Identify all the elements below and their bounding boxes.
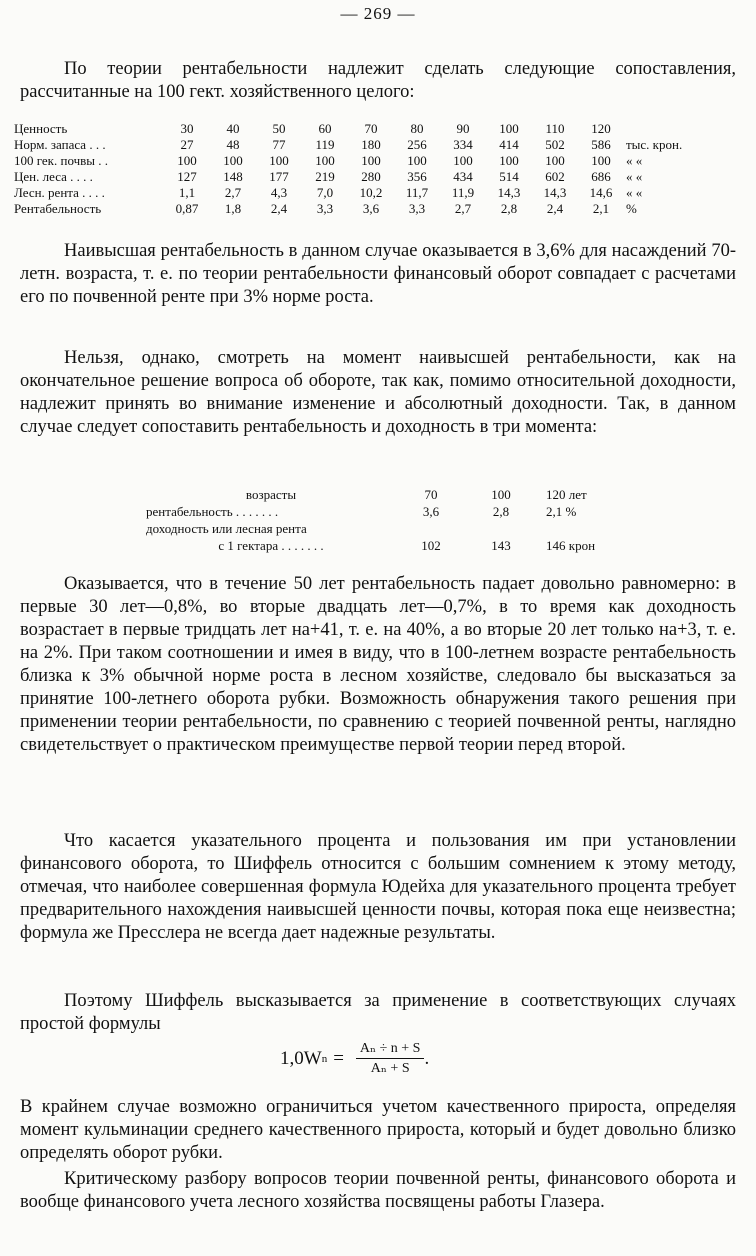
formula-denominator: Aₙ + S [370,1061,410,1076]
table-header-age: 70 [364,121,378,136]
table-cell: 7,0 [316,185,334,200]
paragraph-quality-increment: В крайнем случае возможно ограничиться учетом качественного прироста, определяя момент кульминации среднего качественного прироста, который и будет довольно близко определять оборот рубки. [20,1097,736,1163]
table-cell: 502 [545,137,565,152]
table-header-label: Ценность [14,121,68,136]
paragraph-highest-profitability: Наивысшая рентабельность в данном случае оказывается в 3,6% для насаждений 70-летн. возраста, т. е. по теории рентабельности финансовый оборот совпадает с расчетами его по почвенной ренте при 3% норме роста. [20,241,736,307]
table-cell: 11,9 [451,185,475,200]
table-cell: 602 [545,169,565,184]
table-header-age: 40 [226,121,240,136]
row-unit: « « [626,169,643,184]
table-header-row [146,486,646,503]
table-cell: 14,6 [589,185,613,200]
table-cell: 102 [421,537,441,553]
table-cell: 100 [361,153,381,168]
table-cell: 414 [499,137,519,152]
table-cell: 2,1 [592,201,610,216]
table-cell: 119 [315,137,335,152]
row-unit: « « [626,185,643,200]
table-row [14,201,706,217]
table-cell: 514 [499,169,519,184]
paragraph-absolute-yield: Нельзя, однако, смотреть на момент наивысшей рентабельности, как на окончательное решение вопроса об обороте, так как, помимо относительной доходности, надлежит принять во внимание изменение и абсолютный доходности. Так, в данном случае следует сопоставить рентабельность и доходность в три момента: [20,348,736,437]
table-cell: 177 [269,169,289,184]
table-cell: 4,3 [270,185,288,200]
table-row [14,185,706,201]
table-cell: 2,1 % [546,503,577,519]
table-cell: 0,87 [175,201,199,216]
table-header-age: 90 [456,121,470,136]
table-cell: 146 крон [546,537,596,553]
paragraph-formula-intro: Поэтому Шиффель высказывается за применение в соответствующих случаях простой формулы [20,991,736,1034]
table-cell: 127 [177,169,197,184]
table-header-age: 50 [272,121,286,136]
paragraph-glaser: Критическому разбору вопросов теории почвенной ренты, финансового оборота и вообще финансового учета лесного хозяйства посвящены работы Глазера. [20,1169,736,1212]
table-cell: 334 [453,137,473,152]
table-cell: 1,1 [178,185,196,200]
table-header-age: 60 [318,121,332,136]
table-cell: 11,7 [405,185,429,200]
row-unit: « « [626,153,643,168]
row-label: Рентабельность [14,201,102,216]
paragraph-indicator-percent: Что касается указательного процента и пользования им при установлении финансового оборота, то Шиффель относится с большим сомнением к этому методу, отмечая, что наиболее совершенная формула Юдейха для указательного процента требует предварительного нахождения наивысшей ценности почвы, которая пока еще неизвестна; формула же Пресслера не всегда дает надежные результаты. [20,831,736,943]
table-cell: 219 [315,169,335,184]
table-cell: 356 [407,169,427,184]
table-header-age: 120 [591,121,611,136]
table-cell: 2,8 [492,503,510,519]
table-cell: 180 [361,137,381,152]
table-cell: 586 [591,137,611,152]
formula-numerator: Aₙ ÷ n + S [356,1040,425,1059]
table-cell: 2,4 [270,201,288,216]
row-label: Норм. запаса . . . [14,137,106,152]
table-header-age: 110 [545,121,565,136]
table-cell: 1,8 [224,201,242,216]
table-row [146,503,646,520]
value-table [14,121,706,217]
table-cell: 100 [591,153,611,168]
table-cell: 2,8 [500,201,518,216]
formula-lhs-sup: n [321,1052,328,1065]
table-cell: 2,4 [546,201,564,216]
row-label: с 1 гектара . . . . . . . [218,537,324,553]
table-cell: 100 [545,153,565,168]
table-cell: 100 [499,153,519,168]
row-label: доходность или лесная рента [146,520,307,536]
table-cell: 100 [407,153,427,168]
row-label: Лесн. рента . . . . [14,185,105,200]
paragraph-intro: По теории рентабельности надлежит сделать следующие сопоставления, рассчитанные на 100 гект. хозяйственного целого: [20,59,736,102]
formula-fraction [356,1040,425,1077]
page-number: — 269 — [340,4,416,23]
table-cell: 100 [315,153,335,168]
table-cell: 100 [269,153,289,168]
table-header-age: 70 [424,486,438,502]
table-cell: 3,3 [408,201,426,216]
table-row [14,153,706,169]
table-header-age: 100 [491,486,511,502]
table-header-age: 80 [410,121,424,136]
table-cell: 77 [272,137,286,152]
table-header-age: 30 [180,121,194,136]
table-cell: 100 [177,153,197,168]
table-cell: 686 [591,169,611,184]
table-row [146,537,646,554]
row-unit: тыс. крон. [626,137,683,152]
paragraph-profitability-decline: Оказывается, что в течение 50 лет рентабельность падает довольно равномерно: в первые 30 лет—0,8%, во вторые двадцать лет—0,7%, в то время как доходность возрастает в первые тридцать лет на+41, т. е. на 40%, а во вторые 20 лет только на+3, т. е. на 2%. При таком соотношении и имея в виду, что в 100-летнем возрасте рентабельность близка к 3% обычной норме роста в лесном хозяйстве, следовало бы высказаться за принятие 100-летнего оборота рубки. Возможность обнаружения такого решения при применении теории рентабельности, по сравнению с теорией почвенной ренты, наглядно свидетельствует о практическом преимуществе первой теории перед второй. [20,574,736,755]
row-label: Цен. леса . . . . [14,169,93,184]
table-cell: 3,6 [422,503,440,519]
formula-lhs: 1,0W [280,1047,322,1069]
table-cell: 100 [223,153,243,168]
formula-end: . [424,1047,430,1069]
table-cell: 100 [453,153,473,168]
row-label: рентабельность . . . . . . . [146,503,279,519]
table-cell: 14,3 [497,185,521,200]
table-cell: 10,2 [359,185,383,200]
table-cell: 2,7 [454,201,472,216]
table-row [14,169,706,185]
table-cell: 3,3 [316,201,334,216]
table-cell: 14,3 [543,185,567,200]
table-cell: 3,6 [362,201,380,216]
table-cell: 280 [361,169,381,184]
table-header-age: 100 [499,121,519,136]
table-cell: 143 [491,537,511,553]
table-row [14,137,706,153]
formula-equals: = [333,1047,344,1069]
row-unit: % [626,201,637,216]
row-label: 100 гек. почвы . . [14,153,109,168]
table-cell: 256 [407,137,427,152]
table-header-label: возрасты [245,486,297,502]
comparison-table [146,486,646,554]
table-cell: 434 [453,169,473,184]
table-row [146,520,646,537]
table-cell: 148 [223,169,243,184]
table-header-row [14,121,706,137]
table-cell: 27 [180,137,194,152]
table-cell: 48 [226,137,240,152]
table-header-age: 120 лет [546,486,587,502]
table-cell: 2,7 [224,185,242,200]
formula [280,1040,429,1077]
